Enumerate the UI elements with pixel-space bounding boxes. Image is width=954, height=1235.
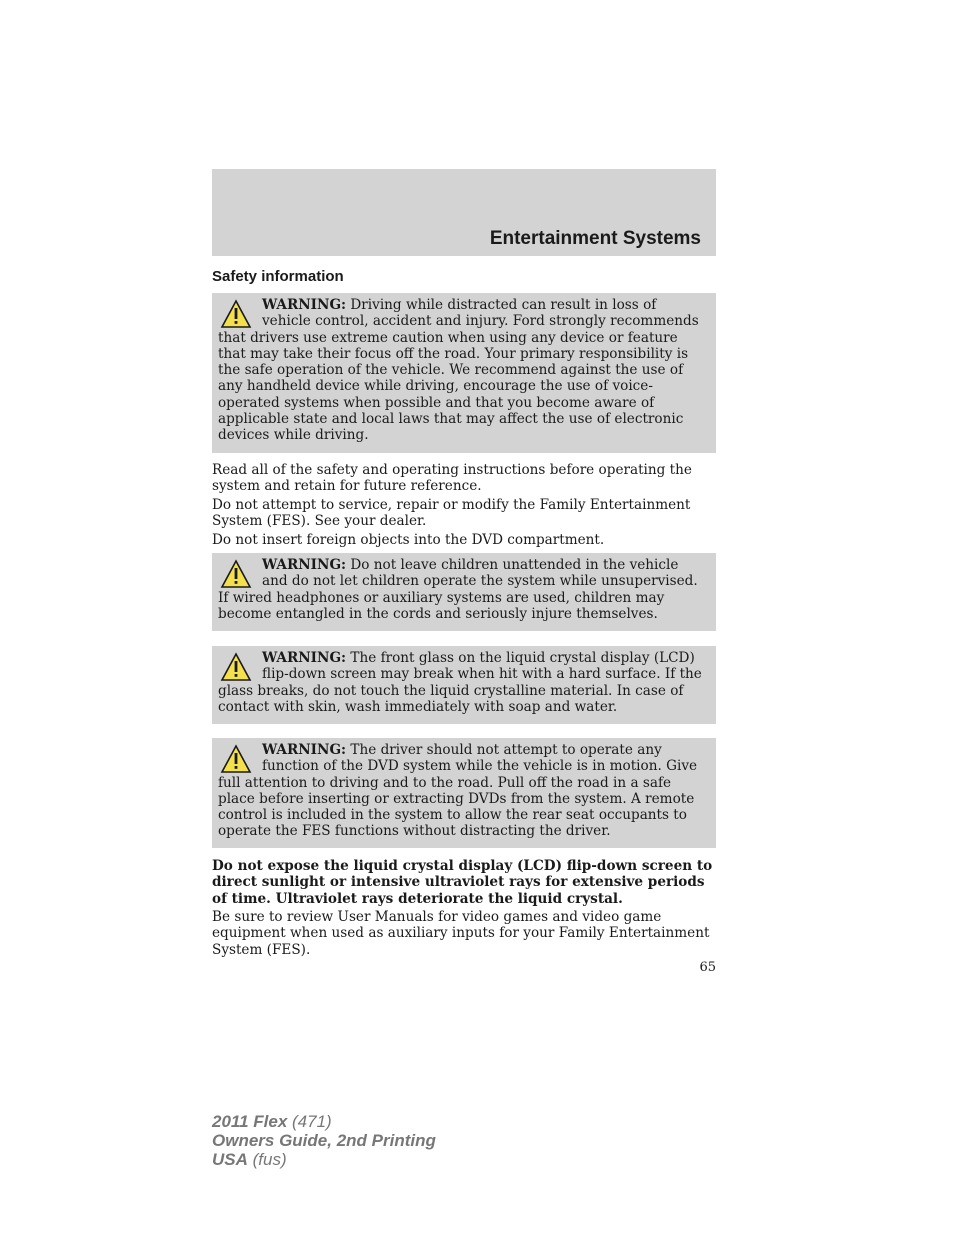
footer-model: 2011 Flex — [212, 1112, 288, 1131]
paragraph-foreign-objects: Do not insert foreign objects into the DVD compartment. — [212, 532, 605, 548]
warning-box-lcd-glass — [212, 646, 716, 724]
paragraph-do-not-service: Do not attempt to service, repair or modify the Family Entertainment System (FES). See your dealer. — [212, 497, 691, 530]
warning-triangle-icon — [220, 744, 252, 774]
section-heading: Safety information — [212, 268, 344, 285]
warning-triangle-icon — [220, 652, 252, 682]
footer-model-code: (471) — [287, 1112, 332, 1131]
warning-text: Driving while distracted can result in loss of vehicle control, accident and injury. Ford strongly recommends that drivers use extreme caution when using any device or feature that may take their focus off the road. Your primary responsibility is the safe operation of the vehicle. We recommend against the use of any handheld device while driving, encourage the use of voice-operated systems when possible and that you become aware of applicable state and local laws that may affect the use of electronic devices while driving. — [218, 297, 699, 444]
footer-model-line — [212, 1112, 436, 1131]
paragraph-user-manuals: Be sure to review User Manuals for video games and video game equipment when used as auxiliary inputs for your Family Entertainment System (FES). — [212, 909, 710, 958]
footer-region-line — [212, 1150, 436, 1169]
paragraph-lcd-sunlight: Do not expose the liquid crystal display (LCD) flip-down screen to direct sunlight or intensive ultraviolet rays for extensive periods of time. Ultraviolet rays deteriorate the liquid crystal. — [212, 858, 713, 907]
footer-guide-line — [212, 1131, 436, 1150]
footer-region: USA — [212, 1150, 248, 1169]
document-footer — [212, 1112, 436, 1169]
warning-box-driver-dvd — [212, 738, 716, 848]
page-number: 65 — [699, 960, 716, 975]
warning-text: The driver should not attempt to operate any function of the DVD system while the vehicle is in motion. Give full attention to driving and to the road. Pull off the road in a safe place before inserting or extracting DVDs from the system. A remote control is included in the system to allow the rear seat occupants to operate the FES functions without distracting the driver. — [218, 742, 698, 840]
footer-region-code: (fus) — [247, 1150, 287, 1169]
warning-text: Do not leave children unattended in the vehicle and do not let children operate the system while unsupervised. If wired headphones or auxiliary systems are used, children may become entangled in the cords and seriously injure themselves. — [218, 557, 698, 622]
warning-label: WARNING: — [262, 742, 347, 758]
warning-box-children — [212, 553, 716, 631]
warning-label: WARNING: — [262, 557, 347, 573]
chapter-header-band — [212, 169, 716, 256]
warning-label: WARNING: — [262, 650, 347, 666]
warning-box-distracted-driving — [212, 293, 716, 453]
warning-triangle-icon — [220, 559, 252, 589]
warning-label: WARNING: — [262, 297, 347, 313]
warning-text: The front glass on the liquid crystal display (LCD) flip-down screen may break when hit with a hard surface. If the glass breaks, do not touch the liquid crystalline material. In case of contact with skin, wash immediately with soap and water. — [218, 650, 702, 715]
paragraph-read-instructions: Read all of the safety and operating instructions before operating the system and retain for future reference. — [212, 462, 692, 495]
warning-triangle-icon — [220, 299, 252, 329]
footer-guide: Owners Guide, 2nd Printing — [212, 1131, 436, 1150]
chapter-title: Entertainment Systems — [489, 228, 701, 249]
